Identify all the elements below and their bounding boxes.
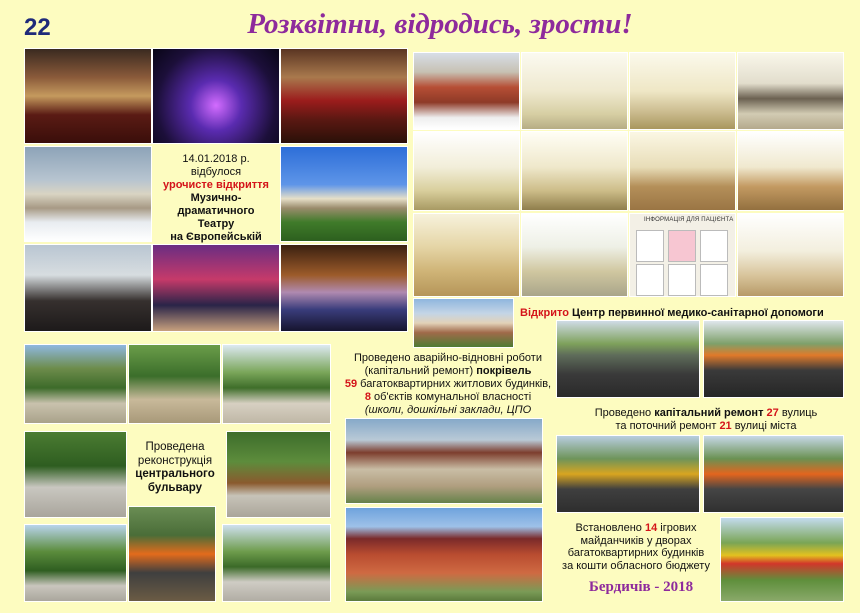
photo-school-roof-repaired (345, 418, 543, 504)
photo-theatre-speech (152, 244, 280, 332)
theatre-opening-caption: 14.01.2018 р. відбулося урочисте відкриття Музично- драматичного Театру на Європейській (163, 153, 269, 243)
photo-road-asphalt-machine (556, 435, 700, 513)
photo-clinic-reception (737, 213, 844, 297)
photo-clinic-shelves (413, 213, 520, 297)
photo-clinic-office-2 (737, 131, 844, 211)
photo-road-paver-1 (556, 320, 700, 398)
photo-boulevard-bench (226, 431, 331, 518)
photo-theatre-stage (280, 48, 408, 144)
photo-clinic-corridor-1 (521, 52, 628, 130)
roof-repair-caption: Проведено аварійно-відновні роботи (капітальний ремонт) покрівель 59 багатоквартирних житлових будинків, 8 об'єктів комунальної власності (школи, дошкільні заклади, ЦПО (344, 352, 552, 416)
photo-theatre-hall (24, 48, 152, 144)
photo-clinic-hallway-2 (521, 131, 628, 211)
page-number: 22 (24, 14, 51, 41)
photo-clinic-hallway-1 (413, 131, 520, 211)
photo-boulevard-excavator (24, 344, 127, 424)
photo-clinic-building-front (413, 298, 514, 348)
photo-clinic-notice-board (629, 213, 736, 297)
clinic-opening-caption: Відкрито Центр первинної медико-санітарної допомоги (520, 307, 824, 319)
playgrounds-caption: Встановлено 14 ігрових майданчиків у дворах багатоквартирних будинків за кошти обласного бюджету (562, 522, 710, 572)
photo-theatre-winter-facade (24, 146, 152, 242)
photo-clinic-exterior (413, 52, 520, 130)
photo-playground (720, 517, 844, 602)
photo-theatre-summer-facade (280, 146, 408, 242)
photo-boulevard-planting-workers (128, 506, 216, 602)
boulevard-caption: Проведена реконструкція центрального бульвару (135, 441, 215, 494)
photo-boulevard-finished-walk (222, 524, 331, 602)
photo-clinic-staircase (737, 52, 844, 130)
page-headline: Розквітни, відродись, зрости! (247, 8, 633, 40)
photo-theatre-crowd-street (24, 244, 152, 332)
photo-clinic-office-1 (629, 131, 736, 211)
footer-city-year: Бердичів - 2018 (588, 579, 694, 595)
photo-boulevard-alley (24, 431, 127, 518)
photo-road-paver-2 (703, 320, 844, 398)
notice-board-heading: ІНФОРМАЦІЯ ДЛЯ ПАЦІЄНТА (644, 217, 734, 223)
photo-boulevard-path-trees (128, 344, 221, 424)
photo-clinic-exam-room (521, 213, 628, 297)
photo-boulevard-long-alley (24, 524, 127, 602)
photo-boulevard-paved-walk (222, 344, 331, 424)
photo-clinic-corridor-2 (629, 52, 736, 130)
photo-kindergarten-building (345, 507, 543, 602)
road-repair-caption: Проведено капітальний ремонт 27 вулиць та поточний ремонт 21 вулиці міста (594, 407, 818, 432)
photo-road-roller (703, 435, 844, 513)
photo-theatre-choir (280, 244, 408, 332)
photo-theatre-stage-lights (152, 48, 280, 144)
